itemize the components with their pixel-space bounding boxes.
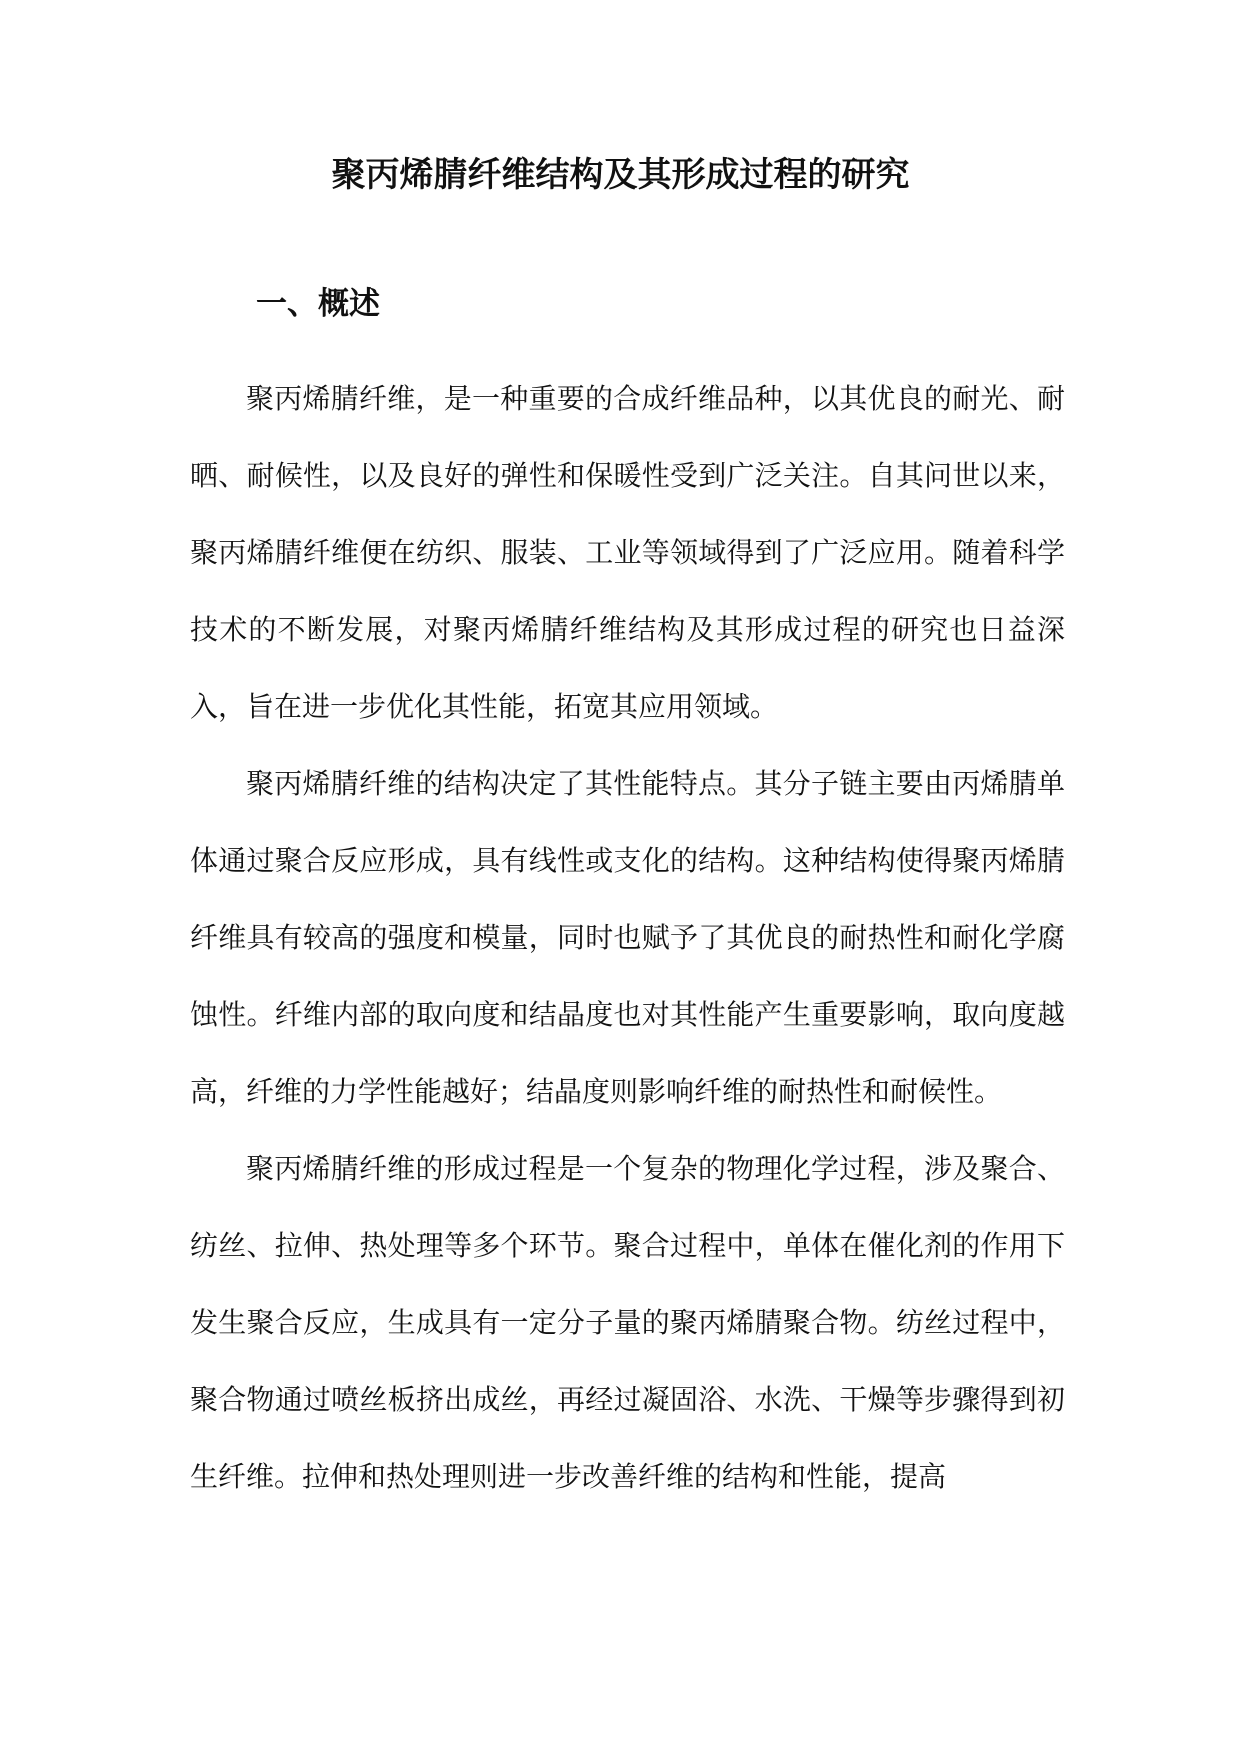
paragraph: 聚丙烯腈纤维的形成过程是一个复杂的物理化学过程，涉及聚合、纺丝、拉伸、热处理等多个环节。聚合过程中，单体在催化剂的作用下发生聚合反应，生成具有一定分子量的聚丙烯腈聚合物。纺丝过程中，聚合物通过喷丝板挤出成丝，再经过凝固浴、水洗、干燥等步骤得到初生纤维。拉伸和热处理则进一步改善纤维的结构和性能，提高: [190, 1152, 1065, 1493]
document-title: 聚丙烯腈纤维结构及其形成过程的研究: [331, 155, 910, 195]
document-body: [190, 360, 1065, 1515]
paragraph: 聚丙烯腈纤维，是一种重要的合成纤维品种，以其优良的耐光、耐晒、耐候性，以及良好的弹性和保暖性受到广泛关注。自其问世以来，聚丙烯腈纤维便在纺织、服装、工业等领域得到了广泛应用。随着科学技术的不断发展，对聚丙烯腈纤维结构及其形成过程的研究也日益深入，旨在进一步优化其性能，拓宽其应用领域。: [190, 382, 1065, 723]
paragraph: 聚丙烯腈纤维的结构决定了其性能特点。其分子链主要由丙烯腈单体通过聚合反应形成，具有线性或支化的结构。这种结构使得聚丙烯腈纤维具有较高的强度和模量，同时也赋予了其优良的耐热性和耐化学腐蚀性。纤维内部的取向度和结晶度也对其性能产生重要影响，取向度越高，纤维的力学性能越好；结晶度则影响纤维的耐热性和耐候性。: [190, 767, 1065, 1108]
section-heading: 一、概述: [256, 286, 380, 322]
